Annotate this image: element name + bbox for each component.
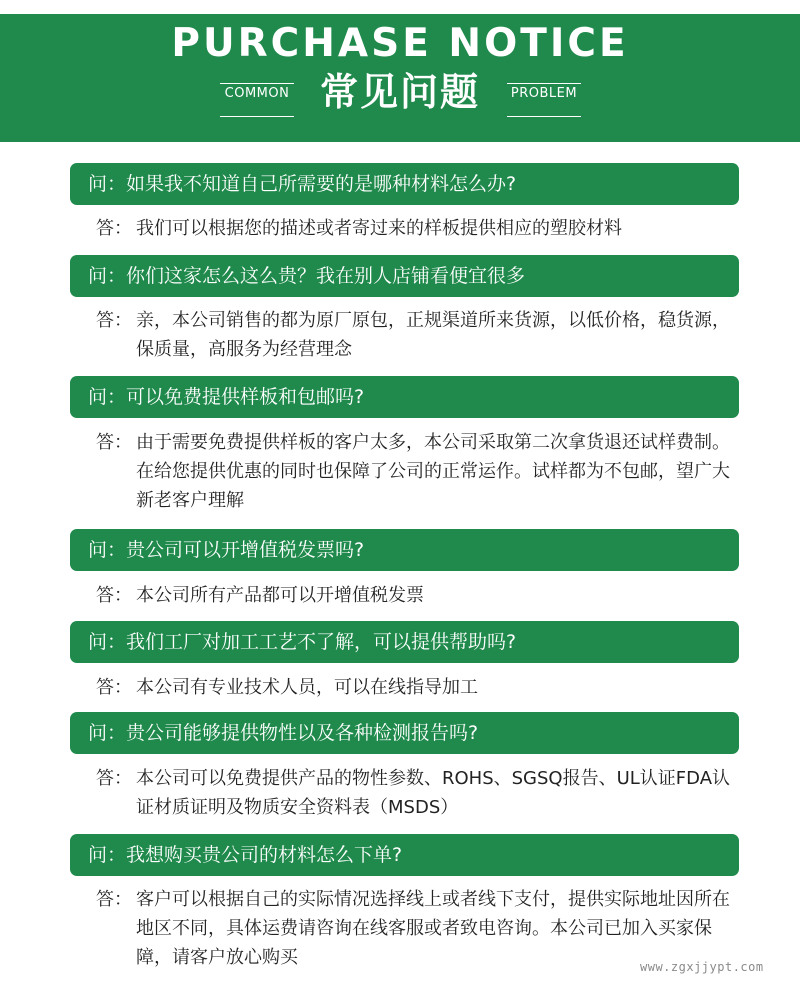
answer-3 bbox=[96, 428, 746, 515]
question-bar-7: 问：我想购买贵公司的材料怎么下单? bbox=[70, 834, 739, 876]
answer-prefix: 答： bbox=[96, 585, 132, 606]
problem-label: PROBLEM bbox=[510, 86, 578, 101]
answer-2 bbox=[96, 306, 746, 364]
top-strip bbox=[0, 0, 800, 14]
question-bar-2: 问：你们这家怎么这么贵？我在别人店铺看便宜很多 bbox=[70, 255, 739, 297]
question-bar-6: 问：贵公司能够提供物性以及各种检测报告吗? bbox=[70, 712, 739, 754]
answer-5 bbox=[96, 673, 746, 702]
question-bar-3: 问：可以免费提供样板和包邮吗? bbox=[70, 376, 739, 418]
answer-text: 本公司所有产品都可以开增值税发票 bbox=[136, 585, 424, 606]
answer-text: 本公司有专业技术人员，可以在线指导加工 bbox=[136, 677, 478, 698]
answer-text: 本公司可以免费提供产品的物性参数、ROHS、SGSQ报告、UL认证FDA认证材质证明及物质安全资料表（MSDS） bbox=[136, 768, 731, 818]
page-title: PURCHASE NOTICE bbox=[171, 21, 629, 66]
page-subtitle: 常见问题 bbox=[319, 70, 480, 114]
answer-prefix: 答： bbox=[96, 889, 132, 910]
answer-4 bbox=[96, 581, 746, 610]
answer-text: 由于需要免费提供样板的客户太多，本公司采取第二次拿货退还试样费制。在给您提供优惠的同时也保障了公司的正常运作。试样都为不包邮，望广大新老客户理解 bbox=[136, 432, 730, 511]
question-bar-1: 问：如果我不知道自己所需要的是哪种材料怎么办? bbox=[70, 163, 739, 205]
answer-text: 客户可以根据自己的实际情况选择线上或者线下支付，提供实际地址因所在地区不同，具体运费请咨询在线客服或者致电咨询。本公司已加入买家保障，请客户放心购买 bbox=[136, 889, 730, 968]
answer-prefix: 答： bbox=[96, 677, 132, 698]
left-rule-bottom bbox=[220, 116, 294, 117]
question-bar-5: 问：我们工厂对加工工艺不了解，可以提供帮助吗? bbox=[70, 621, 739, 663]
answer-prefix: 答： bbox=[96, 432, 132, 453]
answer-7 bbox=[96, 885, 746, 972]
right-rule-bottom bbox=[507, 116, 581, 117]
answer-1 bbox=[96, 214, 746, 243]
question-bar-4: 问：贵公司可以开增值税发票吗? bbox=[70, 529, 739, 571]
answer-text: 我们可以根据您的描述或者寄过来的样板提供相应的塑胶材料 bbox=[136, 218, 622, 239]
common-label: COMMON bbox=[224, 86, 290, 101]
answer-text: 亲，本公司销售的都为原厂原包，正规渠道所来货源，以低价格，稳货源，保质量，高服务为经营理念 bbox=[136, 310, 730, 360]
answer-prefix: 答： bbox=[96, 310, 132, 331]
answer-prefix: 答： bbox=[96, 218, 132, 239]
answer-prefix: 答： bbox=[96, 768, 132, 789]
answer-6 bbox=[96, 764, 746, 822]
watermark: www.zgxjjypt.com bbox=[640, 960, 764, 974]
